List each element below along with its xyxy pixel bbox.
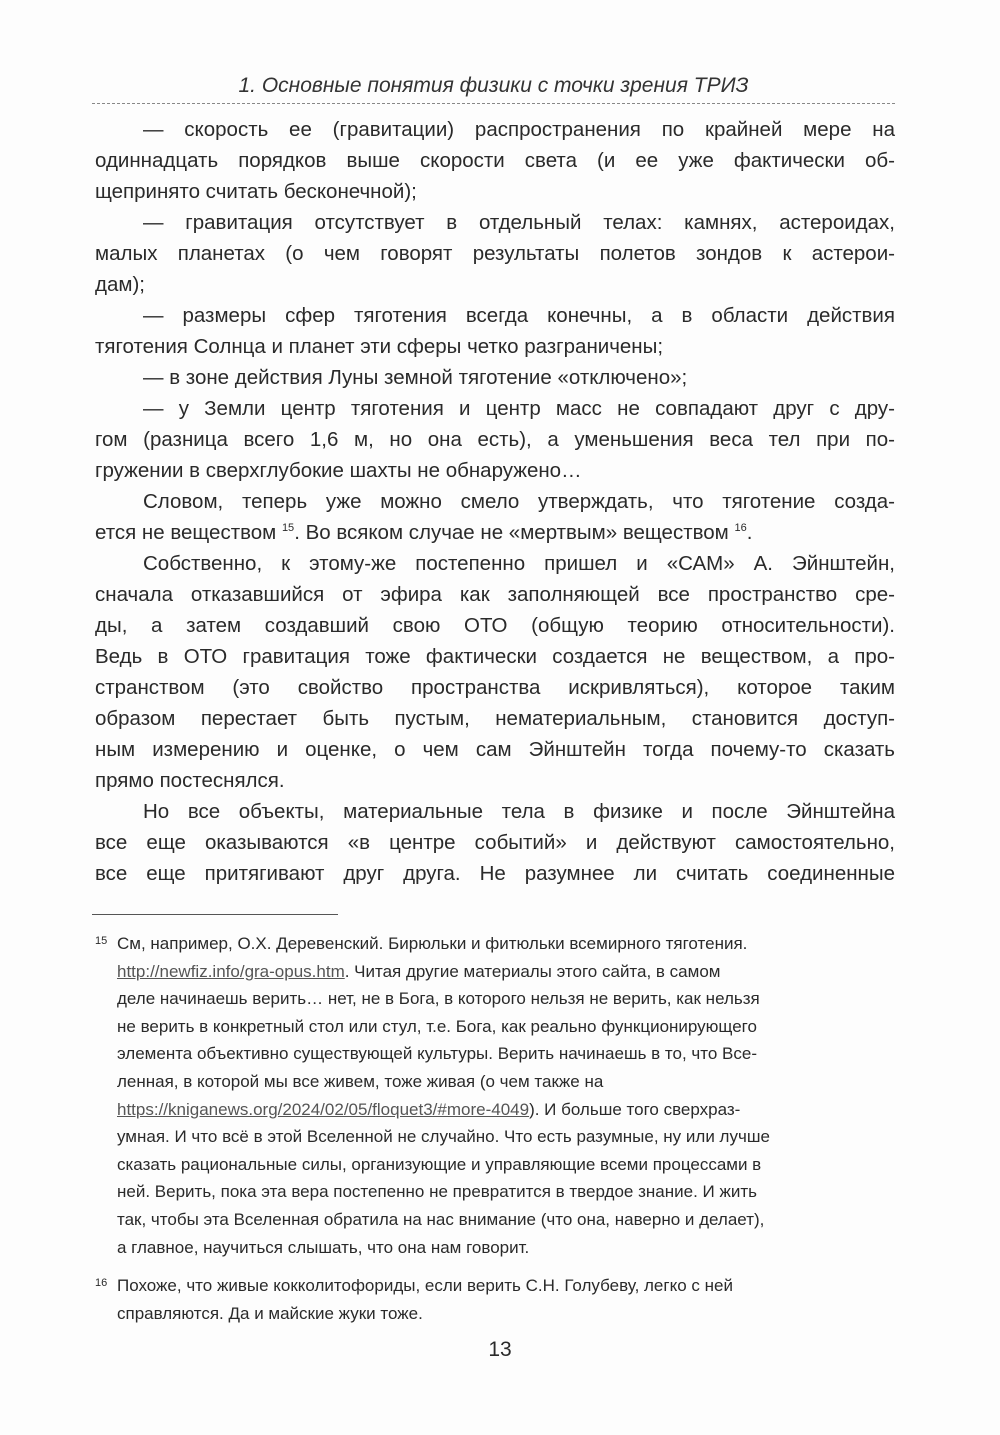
text-segment: гружении в сверхглубокие шахты не обнаружено…	[95, 459, 582, 482]
paragraph	[95, 796, 895, 889]
text-segment: . Во всяком случае не «мертвым» веществом	[294, 521, 735, 544]
text-line	[95, 145, 895, 176]
footnote-reference: 16	[734, 522, 747, 534]
text-line	[95, 610, 895, 641]
footnote-line	[95, 1013, 895, 1041]
footnote-15	[95, 930, 895, 1261]
text-segment: странством (это свойство пространства искривляться), которое таким	[95, 676, 895, 699]
text-segment: прямо постеснялся.	[95, 769, 285, 792]
text-segment: — размеры сфер тяготения всегда конечны, а в области действия	[143, 304, 895, 327]
text-line	[95, 393, 895, 424]
footnote-line	[95, 1151, 895, 1179]
text-segment: ды, а затем создавший свою ОТО (общую теорию относительности).	[95, 614, 895, 637]
paragraph	[95, 114, 895, 207]
text-line	[95, 765, 895, 796]
text-segment: гом (разница всего 1,6 м, но она есть), а уменьшения веса тел при по-	[95, 428, 895, 451]
footnote-line	[95, 1096, 895, 1124]
text-line	[95, 486, 895, 517]
text-segment: ). И больше того сверхраз-	[529, 1099, 741, 1119]
text-line	[95, 796, 895, 827]
footnote-line	[95, 1272, 895, 1300]
text-segment: сначала отказавшийся от эфира как заполняющей все пространство сре-	[95, 583, 895, 606]
footnote-line	[95, 930, 895, 958]
running-header: 1. Основные понятия физики с точки зрения ТРИЗ	[238, 74, 749, 97]
text-segment: ней. Верить, пока эта вера постепенно не превратится в твердое знание. И жить	[117, 1182, 757, 1202]
paragraph	[95, 300, 895, 362]
text-segment: — у Земли центр тяготения и центр масс не совпадают друг с дру-	[143, 397, 895, 420]
footnote-number: 16	[95, 1277, 108, 1289]
text-line	[95, 703, 895, 734]
text-segment: так, чтобы эта Вселенная обратила на нас внимание (что она, наверно и делает),	[117, 1209, 765, 1229]
text-line	[95, 734, 895, 765]
footnote-line	[95, 985, 895, 1013]
footnote-divider	[92, 914, 338, 915]
text-segment: образом перестает быть пустым, нематериальным, становится доступ-	[95, 707, 895, 730]
paragraph	[95, 393, 895, 486]
text-segment: ленная, в которой мы все живем, тоже живая (о чем также на	[117, 1071, 604, 1091]
text-line	[95, 424, 895, 455]
footnote-line	[95, 958, 895, 986]
text-line	[95, 362, 895, 393]
paragraph	[95, 486, 895, 548]
footnote-reference: 15	[281, 522, 295, 534]
footnote-number: 15	[95, 935, 108, 947]
text-segment: справляются. Да и майские жуки тоже.	[117, 1303, 423, 1323]
text-line	[95, 331, 895, 362]
text-segment: а главное, научиться слышать, что она нам говорит.	[117, 1237, 530, 1257]
main-text	[95, 114, 895, 889]
text-segment: все еще оказываются «в центре событий» и действуют самостоятельно,	[95, 831, 895, 854]
text-line	[95, 238, 895, 269]
header-divider	[92, 103, 895, 104]
paragraph	[95, 207, 895, 300]
text-line	[95, 641, 895, 672]
text-line	[95, 207, 895, 238]
text-line	[95, 827, 895, 858]
text-segment: сказать рациональные силы, организующие и управляющие всеми процессами в	[117, 1154, 762, 1174]
text-segment: ным измерению и оценке, о чем сам Эйнштейн тогда почему-то сказать	[95, 738, 895, 761]
text-line	[95, 269, 895, 300]
text-line	[95, 579, 895, 610]
text-line	[95, 517, 895, 548]
text-line	[95, 672, 895, 703]
text-segment: См, например, О.Х. Деревенский. Бирюльки и фитюльки всемирного тяготения.	[117, 934, 748, 953]
footnote-line	[95, 1123, 895, 1151]
text-segment: умная. И что всё в этой Вселенной не случайно. Что есть разумные, ну или лучше	[117, 1127, 770, 1147]
text-segment: — в зоне действия Луны земной тяготение «отключено»;	[143, 366, 688, 389]
text-segment: все еще притягивают друг друга. Не разумнее ли считать соединенные	[95, 862, 895, 885]
text-line	[95, 858, 895, 889]
text-line	[95, 114, 895, 145]
text-segment: малых планетах (о чем говорят результаты полетов зондов к астерои-	[95, 242, 895, 265]
footnote-link[interactable]: https://kniganews.org/2024/02/05/floquet3/#more-4049	[117, 1099, 530, 1119]
footnote-line	[95, 1206, 895, 1234]
text-segment: .	[746, 521, 753, 544]
text-segment: Но все объекты, материальные тела в физике и после Эйнштейна	[143, 800, 895, 823]
text-segment: дам);	[95, 273, 145, 296]
footnote-line	[95, 1040, 895, 1068]
footnote-line	[95, 1300, 895, 1328]
footnote-line	[95, 1178, 895, 1206]
text-segment: тяготения Солнца и планет эти сферы четко разграничены;	[95, 335, 664, 358]
paragraph	[95, 362, 895, 393]
footnote-line	[95, 1234, 895, 1262]
text-segment: одиннадцать порядков выше скорости света (и ее уже фактически об-	[95, 149, 895, 172]
text-line	[95, 455, 895, 486]
text-segment: . Читая другие материалы этого сайта, в самом	[344, 961, 721, 981]
text-segment: — скорость ее (гравитации) распространения по крайней мере на	[143, 118, 895, 141]
text-line	[95, 300, 895, 331]
footnote-16	[95, 1272, 895, 1327]
text-segment: щепринято считать бесконечной);	[95, 180, 417, 203]
paragraph	[95, 548, 895, 796]
page-number: 13	[488, 1338, 512, 1361]
text-segment: ется не веществом	[95, 521, 282, 544]
text-segment: — гравитация отсутствует в отдельный телах: камнях, астероидах,	[143, 211, 895, 234]
text-line	[95, 548, 895, 579]
text-segment: не верить в конкретный стол или стул, т.е. Бога, как реально функционирующего	[117, 1016, 757, 1036]
text-segment: Похоже, что живые кокколитофориды, если верить С.Н. Голубеву, легко с ней	[117, 1276, 733, 1295]
text-segment: деле начинаешь верить… нет, не в Бога, в которого нельзя не верить, как нельзя	[117, 989, 760, 1009]
text-segment: элемента объективно существующей культуры. Верить начинаешь в то, что Все-	[117, 1044, 757, 1064]
footnote-link[interactable]: http://newfiz.info/gra-opus.htm	[117, 961, 345, 981]
footnote-line	[95, 1068, 895, 1096]
text-segment: Словом, теперь уже можно смело утверждать, что тяготение созда-	[143, 490, 895, 513]
text-line	[95, 176, 895, 207]
text-segment: Собственно, к этому-же постепенно пришел и «САМ» А. Эйнштейн,	[143, 552, 895, 575]
text-segment: Ведь в ОТО гравитация тоже фактически создается не веществом, а про-	[95, 645, 895, 668]
